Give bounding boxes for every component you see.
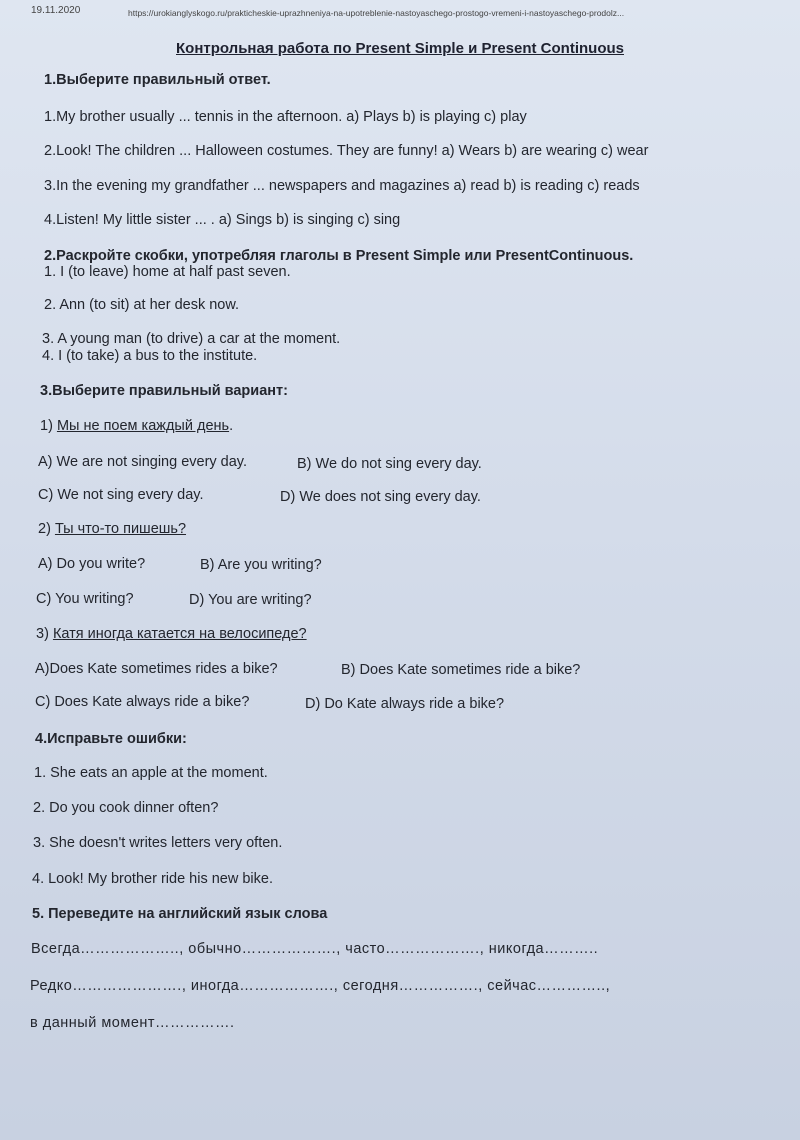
s2-item-1: 1. I (to leave) home at half past seven. xyxy=(44,264,291,280)
s4-item-3: 3. She doesn't writes letters very often. xyxy=(33,835,283,851)
q2-russian: Ты что-то пишешь? xyxy=(54,521,187,537)
q3-option-c: C) Does Kate always ride a bike? xyxy=(35,694,250,710)
q3-prompt xyxy=(36,626,307,642)
section-3-heading: 3.Выберите правильный вариант: xyxy=(40,383,288,399)
section-1-heading: 1.Выберите правильный ответ. xyxy=(44,72,271,88)
s2-item-2: 2. Ann (to sit) at her desk now. xyxy=(44,297,240,313)
print-url: https://urokianglyskogo.ru/prakticheskie-uprazhneniya-na-upotreblenie-nastoyaschego-prostogo-vremeni-i-nastoyaschego-prodolz... xyxy=(128,8,625,18)
section-2-heading: 2.Раскройте скобки, употребляя глаголы в Present Simple или PresentContinuous. xyxy=(44,248,634,264)
q3-option-d: D) Do Kate always ride a bike? xyxy=(305,696,505,712)
q1-prompt xyxy=(40,418,233,434)
s1-item-3: 3.In the evening my grandfather ... newspapers and magazines a) read b) is reading c) reads xyxy=(44,178,640,194)
s4-item-1: 1. She eats an apple at the moment. xyxy=(34,765,268,781)
q2-option-d: D) You are writing? xyxy=(189,592,312,608)
q1-end: . xyxy=(229,418,234,434)
section-5-heading: 5. Переведите на английский язык слова xyxy=(32,906,328,922)
q2-option-b: B) Are you writing? xyxy=(200,557,322,573)
s5-row-2: Редко…………………., иногда………………., сегодня……………., сейчас………….., xyxy=(30,978,611,994)
s1-item-2: 2.Look! The children ... Halloween costumes. They are funny! a) Wears b) are wearing c) wear xyxy=(44,143,649,159)
s2-item-4: 4. I (to take) a bus to the institute. xyxy=(42,348,258,364)
q1-number: 1) xyxy=(40,418,53,434)
q1-option-d: D) We does not sing every day. xyxy=(280,489,481,505)
q1-russian: Мы не поем каждый день xyxy=(56,418,230,434)
s5-row-3: в данный момент……………. xyxy=(30,1015,235,1031)
s5-row-1: Всегда……………….., обычно………………., часто………………., никогда……….. xyxy=(31,941,599,957)
q2-number: 2) xyxy=(38,521,51,537)
print-date: 19.11.2020 xyxy=(31,5,81,16)
q2-prompt xyxy=(38,521,186,537)
q1-option-c: C) We not sing every day. xyxy=(38,487,204,503)
q3-number: 3) xyxy=(36,626,49,642)
page-title: Контрольная работа по Present Simple и Present Continuous xyxy=(176,40,624,57)
q1-option-a: A) We are not singing every day. xyxy=(38,454,248,470)
section-4-heading: 4.Исправьте ошибки: xyxy=(35,731,187,747)
s4-item-4: 4. Look! My brother ride his new bike. xyxy=(32,871,273,887)
q3-russian: Катя иногда катается на велосипеде? xyxy=(52,626,307,642)
q3-option-b: B) Does Kate sometimes ride a bike? xyxy=(341,662,581,678)
q2-option-c: C) You writing? xyxy=(36,591,134,607)
s1-item-1: 1.My brother usually ... tennis in the afternoon. a) Plays b) is playing c) play xyxy=(44,109,527,125)
s1-item-4: 4.Listen! My little sister ... . a) Sings b) is singing c) sing xyxy=(44,212,401,228)
q3-option-a: A)Does Kate sometimes rides a bike? xyxy=(35,661,278,677)
s2-item-3: 3. A young man (to drive) a car at the moment. xyxy=(42,331,341,347)
s4-item-2: 2. Do you cook dinner often? xyxy=(33,800,219,816)
q1-option-b: B) We do not sing every day. xyxy=(297,456,482,472)
q2-option-a: A) Do you write? xyxy=(38,556,146,572)
